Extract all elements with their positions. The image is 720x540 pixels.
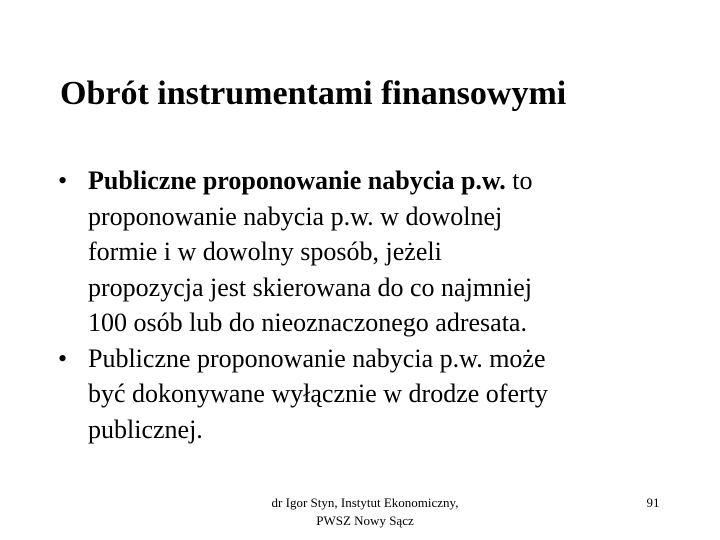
footer-credit-line: dr Igor Styn, Instytut Ekonomiczny, bbox=[271, 495, 459, 510]
bullet-marker: • bbox=[58, 166, 68, 195]
page-number: 91 bbox=[646, 495, 660, 510]
bullet-bold-lead: Publiczne proponowanie nabycia p.w. bbox=[88, 166, 506, 195]
footer-credit bbox=[230, 494, 500, 530]
bullet-item-public-offering-form bbox=[58, 341, 678, 448]
bullet-text-line: formie i w dowolny sposób, jeżeli bbox=[88, 237, 442, 266]
bullet-item-public-offering-definition bbox=[58, 163, 678, 341]
bullet-text-line: 100 osób lub do nieoznaczonego adresata. bbox=[88, 308, 527, 337]
bullet-text-line: proponowanie nabycia p.w. w dowolnej bbox=[88, 201, 503, 231]
slide-title: Obrót instrumentami finansowymi bbox=[60, 75, 567, 112]
footer-credit-line: PWSZ Nowy Sącz bbox=[316, 513, 414, 528]
bullet-text-line: być dokonywane wyłącznie w drodze oferty bbox=[88, 379, 548, 408]
bullet-list bbox=[58, 163, 678, 447]
bullet-text-line: Publiczne proponowanie nabycia p.w. może bbox=[88, 343, 546, 373]
bullet-text-part: to bbox=[505, 166, 533, 195]
bullet-text-line: propozycja jest skierowana do co najmniej bbox=[88, 272, 533, 302]
bullet-marker: • bbox=[58, 343, 68, 373]
bullet-text-line: publicznej. bbox=[88, 414, 203, 444]
